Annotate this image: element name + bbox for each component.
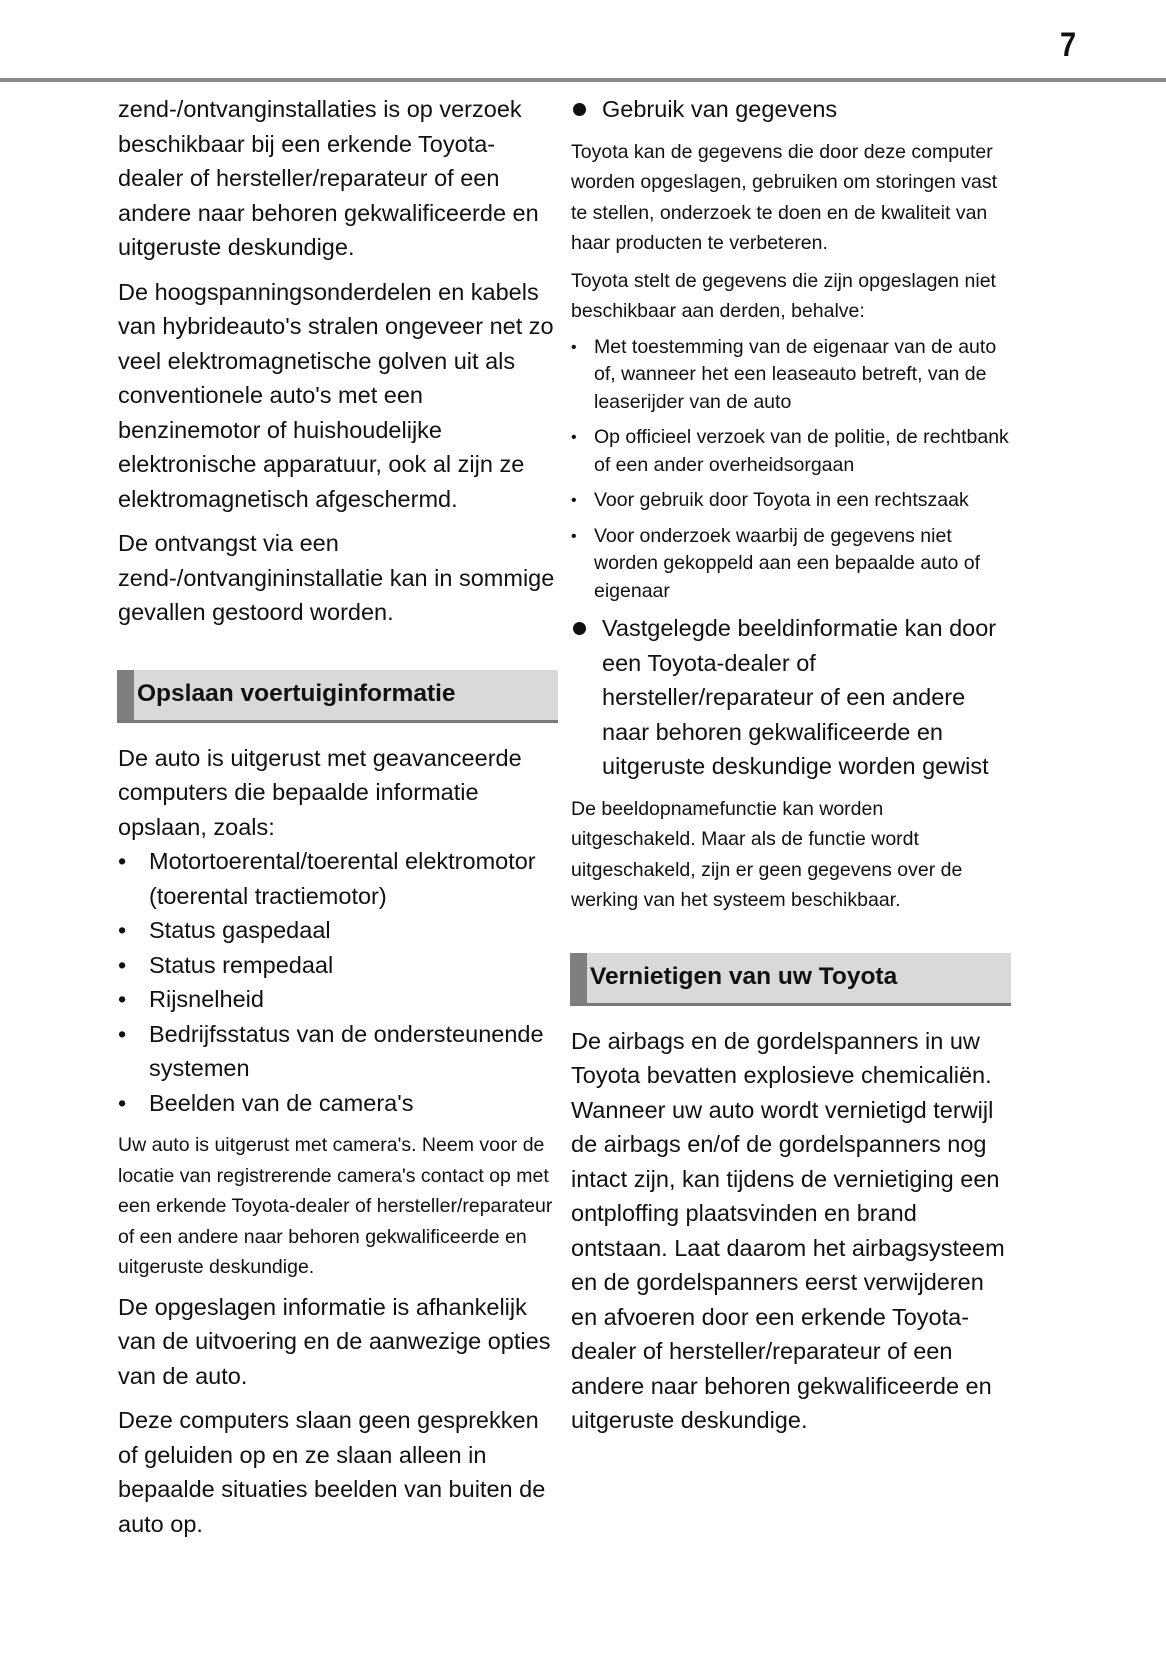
section-heading-vernietigen [570,953,1011,1006]
bullet-icon: • [571,429,577,446]
stored-data-list [118,844,558,1120]
paragraph: De hoogspanningsonderdelen en kabels van hybrideauto's stralen ongeveer net zo veel elektromagnetische golven uit als conventionele auto's met een benzinemotor of huishoudelijke elektronische apparatuur, ook al zijn ze elektromagnetisch afgeschermd. [118,278,554,512]
image-info-heading: Vastgelegde beeldinformatie kan door een Toyota-dealer of hersteller/reparateur of een andere naar behoren gekwalificeerde en uitgeruste deskundige worden gewist [571,611,1011,784]
heading-bar [570,953,587,1003]
paragraph: De ontvangst via een zend-/ontvangininstallatie kan in sommige gevallen gestoord worden. [118,530,555,625]
list-item: • Op officieel verzoek van de politie, de rechtbank of een ander overheidsorgaan [571,426,1009,476]
usage-heading: Gebruik van gegevens [571,92,1011,127]
list-item: • Voor onderzoek waarbij de gegevens niet worden gekoppeld aan een bepaalde auto of eigenaar [571,524,980,602]
list-item: • Voor gebruik door Toyota in een rechtszaak [571,487,1011,515]
left-column [118,92,558,1551]
paragraph: zend-/ontvanginstallaties is op verzoek beschikbaar bij een erkende Toyota-dealer of hersteller/reparateur of een andere naar behoren gekwalificeerde en uitgeruste deskundige. [118,96,539,260]
list-item: • Motortoerental/toerental elektromotor (toerental tractiemotor) [118,844,558,913]
paragraph: Toyota kan de gegevens die door deze computer worden opgeslagen, gebruiken om storingen vast te stellen, onderzoek te doen en de kwaliteit van haar producten te verbeteren. [571,140,998,254]
page-number: 7 [1060,26,1077,64]
exceptions-list [571,334,1011,606]
list-item: • Status rempedaal [118,948,558,983]
bullet-icon: • [118,951,127,978]
bullet-icon: • [571,492,577,509]
list-item: • Met toestemming van de eigenaar van de auto of, wanneer het een leaseauto betreft, van de leaserijder van de auto [571,335,997,413]
paragraph: Toyota stelt de gegevens die zijn opgeslagen niet beschikbaar aan derden, behalve: [571,269,996,322]
bullet-icon: • [571,338,577,356]
paragraph: De airbags en de gordelspanners in uw Toyota bevatten explosieve chemicaliën. Wanneer uw auto wordt vernietigd terwijl de airbags en/of de gordelspanners nog intact zijn, kan tijdens de vernietiging een ontploffing plaatsvinden en brand ontstaan. Laat daarom het airbagsysteem en de gordelspanners eerst verwijderen en afvoeren door een erkende Toyota-dealer of hersteller/reparateur of een andere naar behoren gekwalificeerde en uitgeruste deskundige. [571,1027,1005,1433]
bullet-icon: • [118,848,127,874]
camera-note: Uw auto is uitgerust met camera's. Neem voor de locatie van registrerende camera's contact op met een erkende Toyota-dealer of hersteller/reparateur of een andere naar behoren gekwalificeerde en uitgeruste deskundige. [118,1134,553,1278]
bullet-icon: • [118,1020,127,1047]
section-title: Opslaan voertuiginformatie [137,679,456,707]
heading-bar [117,670,134,720]
list-item: • Beelden van de camera's [118,1086,558,1121]
section-heading-opslaan [117,670,558,723]
bullet-disc-icon [573,103,586,116]
image-recording-note: De beeldopnamefunctie kan worden uitgeschakeld. Maar als de functie wordt uitgeschakeld, zijn er geen gegevens over de werking van het systeem beschikbaar. [571,797,963,911]
paragraph: Deze computers slaan geen gesprekken of geluiden op en ze slaan alleen in bepaalde situaties beelden van buiten de auto op. [118,1407,546,1537]
bullet-disc-icon [573,622,586,635]
right-column [571,92,1011,1448]
paragraph: De opgeslagen informatie is afhankelijk van de uitvoering en de aanwezige opties van de auto. [118,1293,551,1389]
list-item: • Status gaspedaal [118,913,558,948]
bullet-icon: • [118,917,127,943]
section-title: Vernietigen van uw Toyota [590,962,898,990]
bullet-icon: • [571,527,577,545]
list-item: • Bedrijfsstatus van de ondersteunende systemen [118,1017,558,1086]
list-item: • Rijsnelheid [118,982,558,1017]
bullet-icon: • [118,1089,127,1116]
header-rule [0,78,1166,82]
paragraph: De auto is uitgerust met geavanceerde computers die bepaalde informatie opslaan, zoals: [118,744,522,840]
bullet-icon: • [118,986,127,1012]
